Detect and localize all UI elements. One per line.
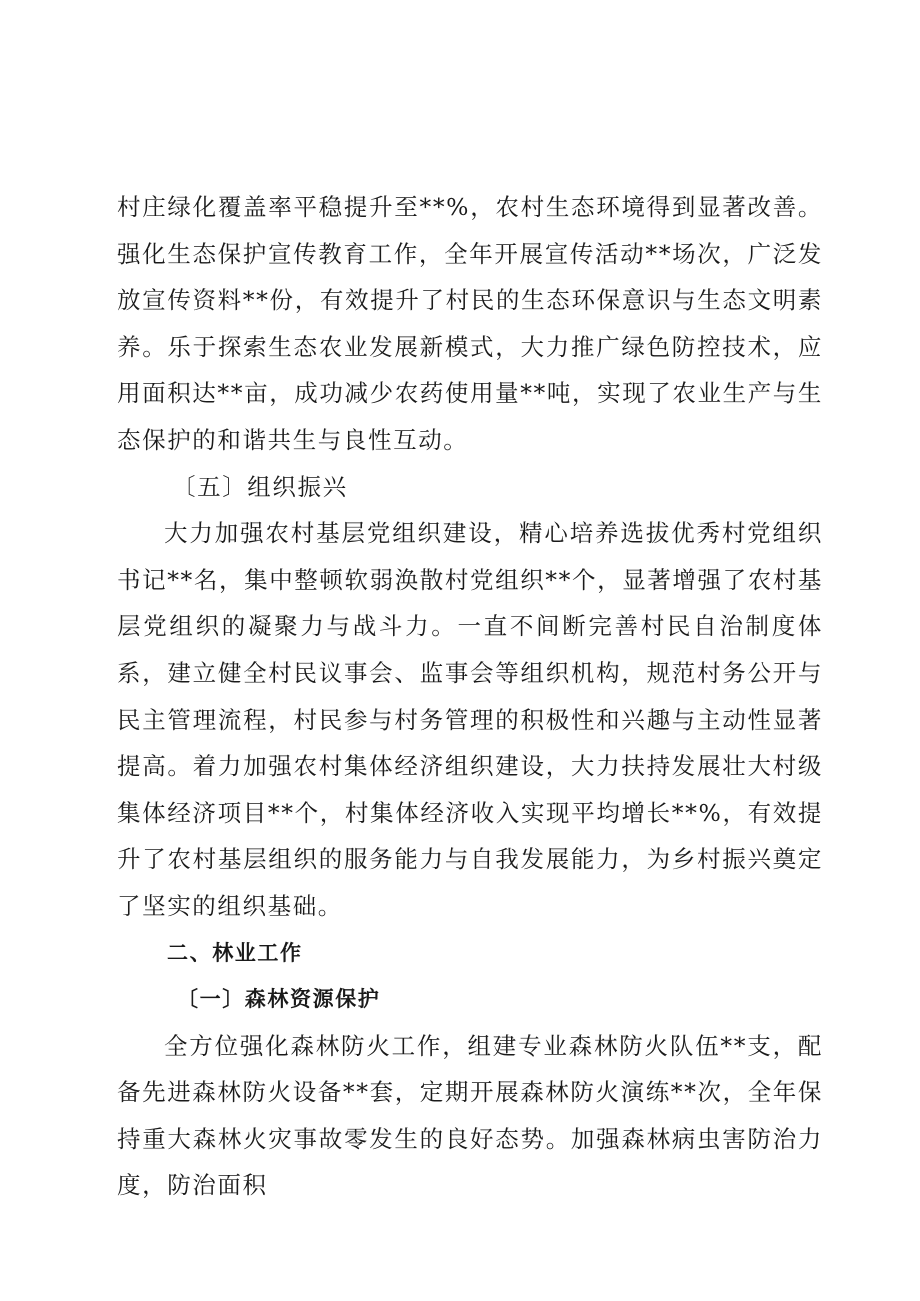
continuation-paragraph: 村庄绿化覆盖率平稳提升至**%，农村生态环境得到显著改善。强化生态保护宣传教育工作，全年开展宣传活动**场次，广泛发放宣传资料**份，有效提升了村民的生态环保意识与生态文明素养。乐于探索生态农业发展新模式，大力推广绿色防控技术，应用面积达**亩，成功减少农药使用量**吨，实现了农业生产与生态保护的和谐共生与良性互动。 [117, 193, 823, 454]
section-5-heading: 〔五〕组织振兴 [172, 472, 348, 501]
part-2-heading: 二、林业工作 [167, 940, 303, 965]
section-1-heading: 〔一〕森林资源保护 [177, 987, 381, 1012]
section-5-paragraph: 大力加强农村基层党组织建设，精心培养选拔优秀村党组织书记**名，集中整顿软弱涣散村党组织**个，显著增强了农村基层党组织的凝聚力与战斗力。一直不间断完善村民自治制度体系，建立健全村民议事会、监事会等组织机构，规范村务公开与民主管理流程，村民参与村务管理的积极性和兴趣与主动性显著提高。着力加强农村集体经济组织建设，大力扶持发展壮大村级集体经济项目**个，村集体经济收入实现平均增长**%，有效提升了农村基层组织的服务能力与自我发展能力，为乡村振兴奠定了坚实的组织基础。 [117, 519, 823, 920]
section-1-paragraph: 全方位强化森林防火工作，组建专业森林防火队伍**支，配备先进森林防火设备**套，定期开展森林防火演练**次，全年保持重大森林火灾事故零发生的良好态势。加强森林病虫害防治力度，防治面积 [117, 1031, 823, 1200]
document-body [117, 184, 823, 1209]
